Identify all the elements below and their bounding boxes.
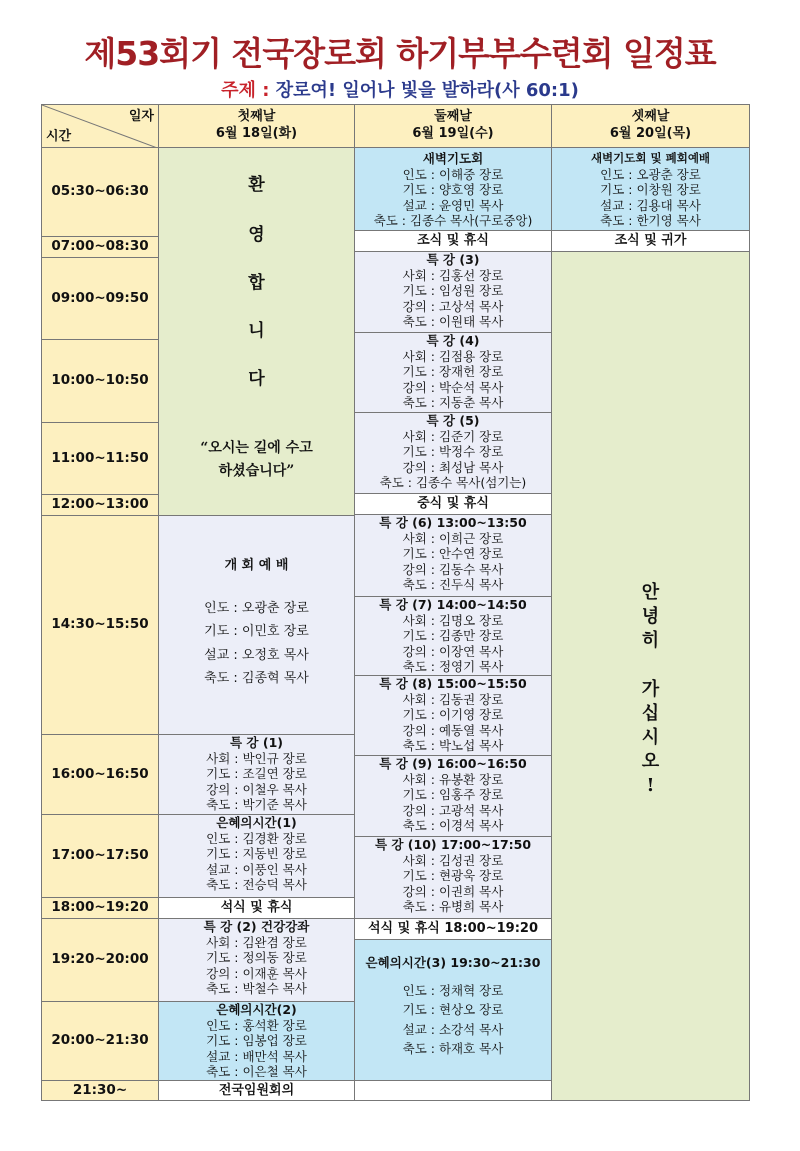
day2-special-lecture-4 [354, 332, 552, 413]
lecture-line: 축도 : 박기준 목사 [206, 797, 307, 813]
lecture-line: 강의 : 고광석 목사 [402, 802, 504, 818]
header-day2 [354, 104, 552, 148]
day3-breakfast: 조식 및 귀가 [551, 230, 750, 252]
day2-special-lecture-9 [354, 755, 552, 837]
opening-title: 개 회 예 배 [224, 558, 289, 573]
lecture-line: 사회 : 김명오 장로 [402, 612, 504, 628]
welcome-quote: “오시는 길에 수고 [200, 440, 313, 456]
farewell-char: ! [646, 775, 655, 796]
lecture-line: 기도 : 임성원 장로 [402, 283, 504, 299]
day2-name: 둘째날 [434, 109, 472, 124]
day1-welcome [158, 147, 355, 516]
day2-empty-slot [354, 1080, 552, 1101]
grace-line: 축도 : 전승덕 목사 [206, 877, 307, 893]
lecture-title: 특 강 (9) 16:00~16:50 [379, 756, 527, 771]
lecture-line: 축도 : 지동춘 목사 [402, 395, 504, 411]
header-day1 [158, 104, 355, 148]
welcome-char: 환 [248, 175, 265, 195]
grace-title: 은혜의시간(1) [216, 815, 297, 830]
lecture-line: 기도 : 이기영 장로 [402, 707, 504, 723]
lecture-line: 축도 : 이원태 목사 [402, 314, 504, 330]
grace-title: 은혜의시간(3) 19:30~21:30 [365, 955, 541, 970]
day2-special-lecture-8 [354, 675, 552, 756]
day2-date: 6월 19일(수) [412, 126, 494, 141]
lecture-line: 축도 : 이경석 목사 [402, 818, 504, 834]
lecture-title: 특 강 (8) 15:00~15:50 [379, 676, 527, 691]
page-subtitle [0, 76, 800, 102]
day3-name: 셋째날 [631, 109, 670, 124]
day2-breakfast: 조식 및 휴식 [354, 230, 552, 252]
lecture-line: 강의 : 박순석 목사 [402, 379, 504, 395]
lecture-line: 기도 : 조길연 장로 [206, 766, 307, 782]
dawn-line: 설교 : 김용대 목사 [600, 197, 701, 213]
theme-label: 주제 : [221, 80, 270, 101]
day1-special-lecture-1 [158, 734, 355, 815]
day3-farewell [551, 251, 750, 1101]
farewell-char: 안 [641, 582, 660, 603]
lecture-title: 특 강 (4) [426, 333, 480, 348]
welcome-char: 합 [248, 273, 265, 293]
dawn-line: 축도 : 김종수 목사(구로중앙) [373, 213, 533, 229]
farewell-char: 오 [641, 751, 660, 772]
lecture-line: 기도 : 장재헌 장로 [402, 364, 504, 380]
grace-line: 축도 : 이은철 목사 [206, 1064, 307, 1080]
dawn-line: 설교 : 윤영민 목사 [402, 197, 504, 213]
time-slot: 20:00~21:30 [41, 1001, 159, 1081]
day3-date: 6월 20일(목) [609, 126, 692, 141]
day2-grace-time-3 [354, 939, 552, 1081]
lecture-line: 사회 : 박인규 장로 [206, 750, 307, 766]
lecture-line: 축도 : 박철수 목사 [206, 981, 307, 997]
grace-line: 인도 : 정채혁 장로 [402, 982, 504, 998]
lecture-title: 특 강 (1) [230, 735, 283, 750]
day2-special-lecture-6 [354, 514, 552, 597]
lecture-line: 기도 : 임홍주 장로 [402, 787, 504, 803]
day2-special-lecture-5 [354, 412, 552, 494]
dawn-line: 기도 : 양호영 장로 [402, 182, 504, 198]
time-slot: 07:00~08:30 [41, 236, 159, 258]
time-slot: 11:00~11:50 [41, 422, 159, 495]
time-slot: 10:00~10:50 [41, 339, 159, 423]
grace-line: 인도 : 홍석환 장로 [206, 1017, 307, 1033]
lecture-line: 사회 : 김동권 장로 [402, 691, 504, 707]
grace-line: 기도 : 지동빈 장로 [206, 846, 307, 862]
opening-line: 기도 : 이민호 장로 [204, 624, 309, 640]
lecture-line: 사회 : 김홍선 장로 [402, 267, 504, 283]
lecture-line: 강의 : 고상석 목사 [402, 298, 504, 314]
lecture-line: 강의 : 이권희 목사 [402, 883, 504, 899]
day1-dinner: 석식 및 휴식 [158, 897, 355, 919]
day2-dinner: 석식 및 휴식 18:00~19:20 [354, 918, 552, 940]
time-slot: 17:00~17:50 [41, 814, 159, 898]
lecture-line: 강의 : 최성남 목사 [402, 459, 504, 475]
lecture-line: 강의 : 이재훈 목사 [206, 965, 307, 981]
welcome-quote: 하셨습니다” [218, 463, 295, 479]
grace-line: 기도 : 현상오 장로 [402, 1002, 504, 1018]
lecture-title: 특 강 (7) 14:00~14:50 [379, 597, 527, 612]
lecture-line: 사회 : 김성권 장로 [402, 852, 504, 868]
lecture-line: 축도 : 박노섭 목사 [402, 738, 504, 754]
opening-line: 축도 : 김종혁 목사 [204, 671, 309, 687]
grace-line: 기도 : 임봉업 장로 [206, 1033, 307, 1049]
dawn-title: 새벽기도회 및 폐회예배 [590, 151, 711, 165]
lecture-title: 특 강 (2) 건강강좌 [203, 919, 310, 934]
time-slot: 19:20~20:00 [41, 918, 159, 1002]
grace-line: 설교 : 소강석 목사 [402, 1021, 504, 1037]
welcome-char: 다 [248, 369, 265, 389]
lecture-line: 축도 : 진두식 목사 [402, 577, 504, 593]
lecture-line: 강의 : 김동수 목사 [402, 561, 504, 577]
farewell-char: 십 [641, 703, 660, 724]
dawn-line: 인도 : 이해중 장로 [402, 166, 504, 182]
grace-line: 설교 : 배만석 목사 [206, 1048, 307, 1064]
time-slot: 12:00~13:00 [41, 494, 159, 516]
day2-special-lecture-3 [354, 251, 552, 333]
day2-special-lecture-10 [354, 836, 552, 919]
opening-line: 인도 : 오광춘 장로 [204, 600, 309, 616]
day1-grace-time-2 [158, 1001, 355, 1081]
lecture-title: 특 강 (3) [426, 252, 480, 267]
dawn-line: 기도 : 이창원 장로 [600, 182, 701, 198]
lecture-line: 사회 : 김점용 장로 [402, 348, 504, 364]
welcome-char: 영 [248, 225, 265, 245]
time-slot: 05:30~06:30 [41, 147, 159, 237]
lecture-line: 축도 : 김종수 목사(섬기는) [379, 475, 527, 491]
dawn-line: 축도 : 한기영 목사 [600, 213, 701, 229]
day2-lunch: 중식 및 휴식 [354, 493, 552, 515]
day2-dawn-prayer [354, 147, 552, 231]
day2-special-lecture-7 [354, 596, 552, 676]
lecture-line: 강의 : 이철우 목사 [206, 781, 307, 797]
day-label: 일자 [128, 109, 154, 124]
day1-officers-meeting: 전국임원회의 [158, 1080, 355, 1101]
farewell-char: 시 [641, 727, 660, 748]
header-day3 [551, 104, 750, 148]
lecture-line: 사회 : 이희근 장로 [402, 530, 504, 546]
page-title: 제53회기 전국장로회 하기부부수련회 일정표 [84, 34, 716, 73]
day3-dawn-prayer-closing [551, 147, 750, 231]
grace-line: 인도 : 김경환 장로 [206, 830, 307, 846]
schedule-table [41, 104, 750, 1101]
lecture-line: 기도 : 박정수 장로 [402, 444, 504, 460]
time-label: 시간 [46, 129, 72, 144]
grace-line: 설교 : 이풍인 목사 [206, 861, 307, 877]
grace-line: 축도 : 하재호 목사 [402, 1041, 504, 1057]
lecture-line: 축도 : 유병희 목사 [402, 899, 504, 915]
farewell-char: 가 [641, 679, 660, 700]
opening-line: 설교 : 오정호 목사 [204, 647, 309, 663]
time-slot: 09:00~09:50 [41, 257, 159, 340]
day1-name: 첫째날 [237, 109, 276, 124]
lecture-title: 특 강 (5) [426, 413, 480, 428]
lecture-title: 특 강 (10) 17:00~17:50 [374, 837, 532, 852]
header-corner [41, 104, 159, 148]
lecture-line: 기도 : 현광욱 장로 [402, 868, 504, 884]
lecture-line: 기도 : 안수연 장로 [402, 546, 504, 562]
lecture-line: 기도 : 정의동 장로 [206, 950, 307, 966]
dawn-line: 인도 : 오광춘 장로 [600, 166, 701, 182]
dawn-title: 새벽기도회 [422, 151, 484, 166]
time-slot: 14:30~15:50 [41, 515, 159, 735]
lecture-line: 기도 : 김종만 장로 [402, 628, 504, 644]
farewell-char: 히 [641, 630, 660, 651]
lecture-line: 사회 : 김준기 장로 [402, 428, 504, 444]
farewell-char: 녕 [641, 606, 660, 627]
lecture-line: 강의 : 예동열 목사 [402, 722, 504, 738]
day1-date: 6월 18일(화) [215, 126, 298, 141]
theme-text: 장로여! 일어나 빛을 발하라(사 60:1) [275, 80, 579, 101]
welcome-char: 니 [248, 321, 265, 341]
lecture-line: 강의 : 이장연 목사 [402, 643, 504, 659]
day1-grace-time-1 [158, 814, 355, 898]
lecture-title: 특 강 (6) 13:00~13:50 [379, 515, 527, 530]
time-slot: 21:30~ [41, 1080, 159, 1101]
grace-title: 은혜의시간(2) [216, 1002, 297, 1017]
lecture-line: 사회 : 김완겸 장로 [206, 934, 307, 950]
day1-special-lecture-2 [158, 918, 355, 1002]
time-slot: 18:00~19:20 [41, 897, 159, 919]
day1-opening-worship [158, 515, 355, 735]
time-slot: 16:00~16:50 [41, 734, 159, 815]
lecture-line: 축도 : 정영기 목사 [402, 659, 504, 675]
lecture-line: 사회 : 유봉환 장로 [402, 771, 504, 787]
